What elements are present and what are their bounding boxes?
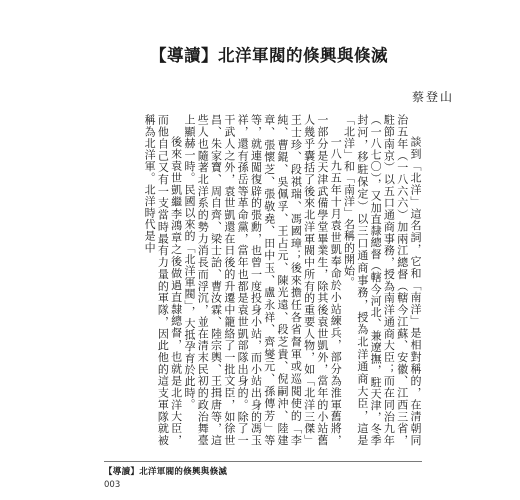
chapter-title: 【導讀】北洋軍閥的倏興與倏滅 [150,46,388,65]
paragraph-1: 談到「北洋」這名詞，它和「南洋」是相對稱的，在清朝同治五年（一八六六）加兩江總督（轄今江蘇、安徽、江西三省，駐節南京）以五口通商事務，授為南洋通商大臣；而在同治九年（一八七〇），又加直隸總督（轄今河北、兼遼撫，駐天津，冬季封河，移駐保定）以三口通商事務，授為北洋通商大臣，這是「北洋」和「南洋」名稱的開始。 [342,114,422,446]
page-number: 003 [104,480,121,490]
author-name: 蔡登山 [412,90,455,104]
body-text [104,114,422,446]
paragraph-2: 一八九五年十月袁世凱奉命於小站練兵，部分為淮軍舊將，一部分是天津武備學堂畢業生，除其後袁世凱外，當年的小站舊人幾乎囊括了後來北洋軍閥中所有的重要人物，如「北洋三傑」王士珍、段祺瑞、馮國璋；後來擔任各省督軍或巡閱使的「李純、曹錕、吳佩孚、王占元、陳光遠、段芝貴、倪嗣沖、陸建章、張懷芝、張敬堯、田中玉、盧永祥、齊燮元、孫傳芳」等等，就連闖復辟的張勳，也曾一度投身小站，而小站出身的馮玉祥，還有孫岳等革命黨，當年也都是袁世凱部隊出身的。除了一干武人之外，袁世凱還在日後的升遷中籠絡了一批文臣，如徐世昌、朱家寶、周自齊、梁士詒、曹汝霖、陸宗輿、王揖唐等，這些人也隨著北洋系的勢力消長而浮沉，並在清末民初的政治舞臺上顯赫一時。民國以來的「北洋軍閥」，大抵孕育於此時。 [182,114,343,446]
running-title: 【導讀】北洋軍閥的倏興與倏滅 [104,467,228,477]
footer-divider [104,461,422,462]
paragraph-3: 後來袁世凱繼李鴻章之後做過直隸總督，也就是北洋大臣，而他自己又有一支當時最有力量的軍隊，因此他的這支軍隊就被稱為北洋軍。北洋時代是中 [143,114,183,446]
